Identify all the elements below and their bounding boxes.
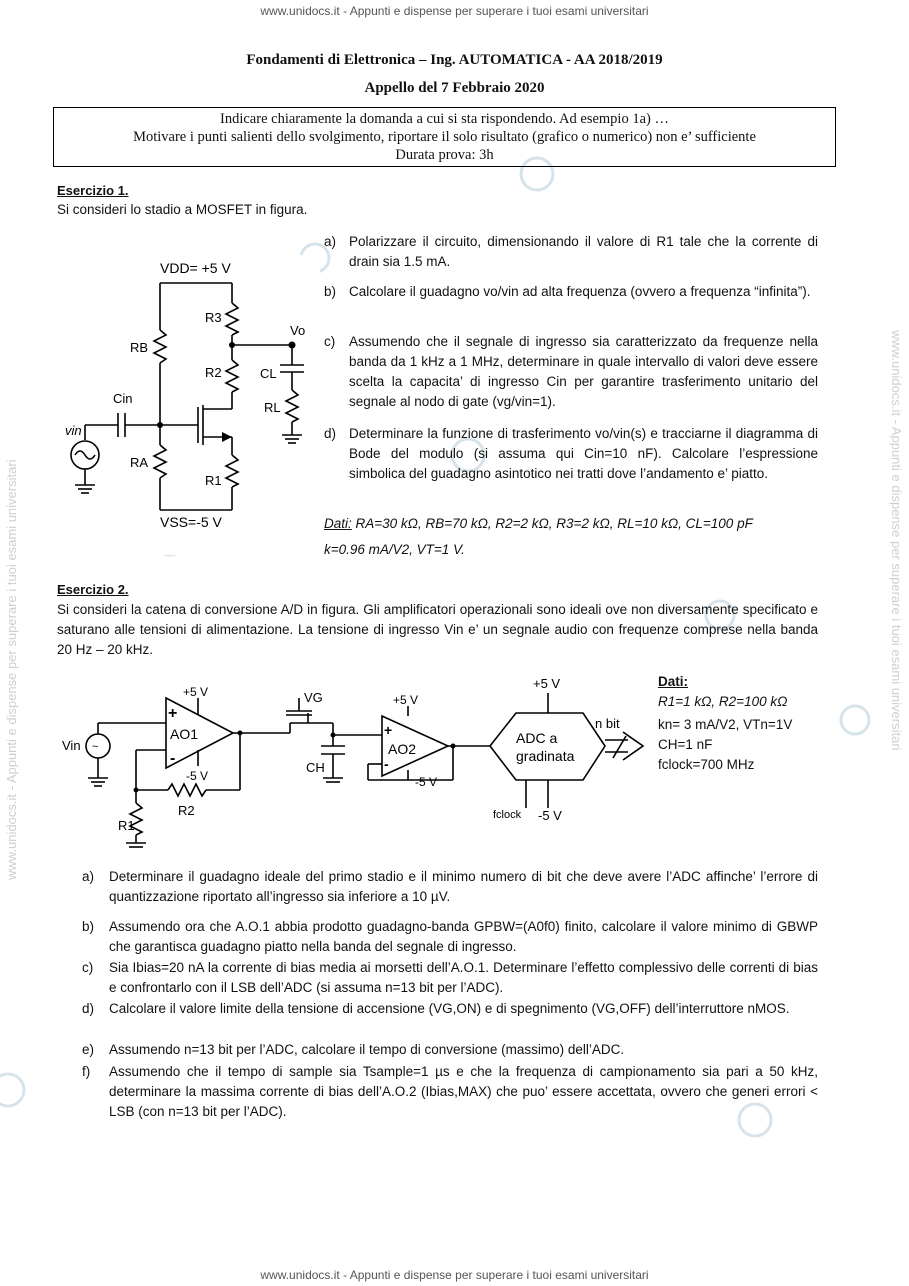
ex1-item-d: d) Determinare la funzione di trasferimento vo/vin(s) e tracciarne il diagramma di Bode del modulo (si assuma qui Cin=10 nF). Calcolare l’espressione simbolica del guadagno asintotico nei tratti dove l’andamento e’ piatto. <box>324 426 818 481</box>
label-ch: CH <box>306 760 325 775</box>
label-ao1: AO1 <box>170 726 199 742</box>
label-cin: Cin <box>113 391 133 406</box>
ex1-heading: Esercizio 1. <box>57 183 129 198</box>
ex2-item-e: e) Assumendo n=13 bit per l’ADC, calcolare il tempo di conversione (massimo) dell’ADC. <box>82 1042 625 1057</box>
ex1-data: Dati: RA=30 kΩ, RB=70 kΩ, R2=2 kΩ, R3=2 kΩ, RL=10 kΩ, CL=100 pF <box>324 516 753 531</box>
watermark-side-right: www.unidocs.it - Appunti e dispense per superare i tuoi esami universitari <box>889 330 904 751</box>
label-r2: R2 <box>205 365 222 380</box>
label-r1: R1 <box>205 473 222 488</box>
label-ao2-vpos: +5 V <box>393 693 419 707</box>
label-vdd: VDD= +5 V <box>160 260 231 276</box>
label-adc-vpos: +5 V <box>533 676 561 691</box>
label-adc-1: ADC a <box>516 730 558 746</box>
instructions-line-1: Indicare chiaramente la domanda a cui si sta rispondendo. Ad esempio 1a) … <box>220 111 669 127</box>
label-ra: RA <box>130 455 149 470</box>
instructions-line-3: Durata prova: 3h <box>395 147 494 163</box>
label-cl: CL <box>260 366 277 381</box>
label-adc-vneg: -5 V <box>538 808 562 823</box>
adc-chain-circuit <box>58 668 648 858</box>
page-title: Fondamenti di Elettronica – Ing. AUTOMATICA - AA 2018/2019 <box>246 52 663 68</box>
ex1-item-b: b) Calcolare il guadagno vo/vin ad alta frequenza (ovvero a frequenza “infinita”). <box>324 284 811 299</box>
label-ao2: AO2 <box>388 741 417 757</box>
label-vss: VSS=-5 V <box>160 514 222 530</box>
ex2-intro: Si consideri la catena di conversione A/D in figura. Gli amplificatori operazionali sono ideali ove non diversamente specificato e saturano alle tensioni di alimentazione. La tensione di ingresso Vin e’ un segnale audio con frequenze comprese nella banda 20 Hz – 20 kHz. <box>57 602 818 657</box>
label-vin: Vin <box>62 738 81 753</box>
label-nbit: n bit <box>595 716 620 731</box>
label-rb: RB <box>130 340 149 355</box>
label-fclock: fclock <box>493 809 522 821</box>
instructions-line-2: Motivare i punti salienti dello svolgimento, riportare il solo risultato (grafico o numerico) non e’ sufficiente <box>133 129 756 145</box>
label-r3: R3 <box>205 310 222 325</box>
ex2-item-c: c) Sia Ibias=20 nA la corrente di bias media ai morsetti dell’A.O.1. Determinare l’effetto complessivo delle correnti di bias e confrontarlo con il LSB dell’ADC (si assuma n=13 bit per l’ADC). <box>82 960 818 995</box>
label-r2: R2 <box>178 803 195 818</box>
svg-text:+: + <box>168 705 178 722</box>
ex2-item-b: b) Assumendo ora che A.O.1 abbia prodotto guadagno-banda GPBW=(A0f0) finito, calcolare il valore minimo di GBWP che garantisca guadagno piatto nella banda del segnale di ingresso. <box>82 919 818 954</box>
ex2-item-a: a) Determinare il guadagno ideale del primo stadio e il minimo numero di bit che deve avere l’ADC affinche’ l’errore di quantizzazione riportato all’ingresso sia inferiore a 10 µV. <box>82 869 818 904</box>
label-r1: R1 <box>118 818 135 833</box>
svg-text:~: ~ <box>92 741 99 753</box>
label-ao2-vneg: -5 V <box>415 775 438 789</box>
svg-text:-: - <box>170 750 176 767</box>
watermark-bottom: www.unidocs.it - Appunti e dispense per superare i tuoi esami universitari <box>260 1268 649 1282</box>
label-ao1-vpos: +5 V <box>183 685 209 699</box>
watermark-side-left: www.unidocs.it - Appunti e dispense per superare i tuoi esami universitari <box>4 459 19 880</box>
ex2-data: Dati: R1=1 kΩ, R2=100 kΩ kn= 3 mA/V2, VTn=1V CH=1 nF fclock=700 MHz <box>658 674 793 772</box>
label-adc-2: gradinata <box>516 748 575 764</box>
label-vo: Vo <box>290 323 306 338</box>
label-vin: vin <box>65 423 82 438</box>
label-vg: VG <box>304 690 323 705</box>
svg-text:+: + <box>384 722 393 738</box>
ex2-item-d: d) Calcolare il valore limite della tensione di accensione (VG,ON) e di spegnimento (VG,OFF) dell’interruttore nMOS. <box>82 1001 790 1016</box>
ex1-item-a: a) Polarizzare il circuito, dimensionando il valore di R1 tale che la corrente di drain sia 1.5 mA. <box>324 234 818 269</box>
ex1-item-c: c) Assumendo che il segnale di ingresso sia caratterizzato da frequenze nella banda da 1 kHz a 1 MHz, determinare in quale intervallo di valori deve essere scelta la capacita’ di ingresso Cin per garantire trasferimento unitario del segnale al nodo di gate (vg/vin=1). <box>324 334 818 409</box>
ex2-item-f: f) Assumendo che il tempo di sample sia Tsample=1 µs e che la frequenza di campionamento sia pari a 50 kHz, determinare la massima corrente di bias dell’A.O.2 (Ibias,MAX) che puo’ essere accettata, ovvero che generi errori < LSB (con n=13 bit per l’ADC). <box>82 1064 818 1119</box>
ex2-heading: Esercizio 2. <box>57 582 129 597</box>
ex1-intro: Si consideri lo stadio a MOSFET in figura. <box>57 202 308 217</box>
mosfet-schematic <box>60 255 320 555</box>
label-ao1-vneg: -5 V <box>186 769 209 783</box>
label-rl: RL <box>264 400 281 415</box>
ex1-data-2: k=0.96 mA/V2, VT=1 V. <box>324 542 465 557</box>
watermark-top: www.unidocs.it - Appunti e dispense per superare i tuoi esami universitari <box>260 4 649 18</box>
instructions-box <box>53 107 836 167</box>
page-subtitle: Appello del 7 Febbraio 2020 <box>364 80 545 96</box>
svg-text:-: - <box>384 756 389 772</box>
